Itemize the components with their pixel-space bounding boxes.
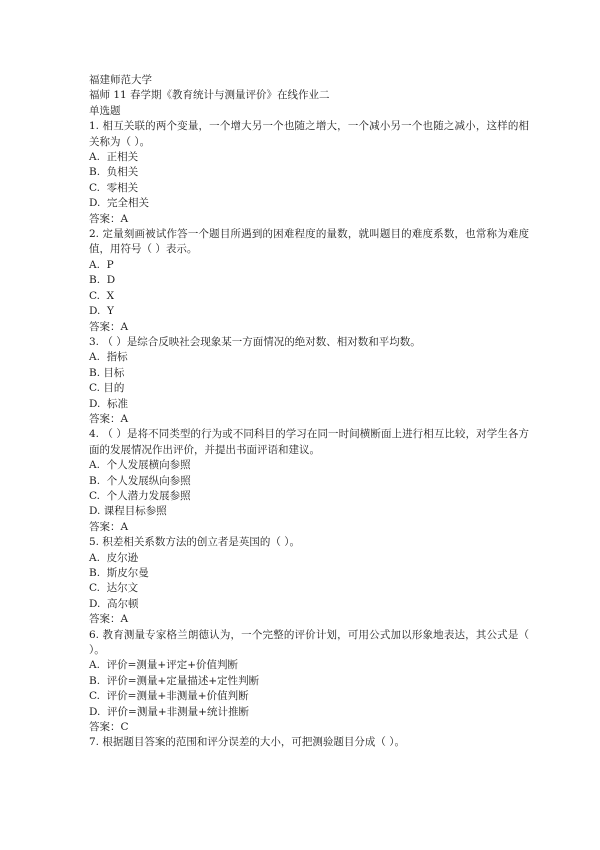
option-c: C. X [89, 289, 115, 302]
answer: 答案：C [89, 721, 129, 734]
question-stem: 6. 教育测量专家格兰朗德认为，一个完整的评价计划，可用公式加以形象地表达，其公式是（ ）。 [89, 628, 533, 657]
option-a: A. 正相关 [89, 151, 139, 164]
option-d: D. 高尔顿 [89, 597, 139, 610]
option-c: C. 目的 [89, 382, 125, 395]
answer: 答案：A [89, 613, 129, 626]
answer: 答案：A [89, 212, 129, 225]
question-stem: 1. 相互关联的两个变量，一个增大另一个也随之增大，一个减小另一个也随之减小，这样的相关称为（ ）。 [89, 120, 529, 148]
option-c: C. 零相关 [89, 181, 139, 194]
option-d: D. 完全相关 [89, 197, 150, 210]
document-page [89, 73, 533, 751]
option-c: C. 评价=测量+非测量+价值判断 [89, 690, 249, 703]
section-heading: 单选题 [89, 104, 121, 117]
question-stem: 2. 定量刻画被试作答一个题目所遇到的困难程度的量数，就叫题目的难度系数，也常称为难度值，用符号（ ）表示。 [89, 228, 529, 256]
option-c: C. 达尔文 [89, 582, 139, 595]
option-d: D. 评价=测量+非测量+统计推断 [89, 705, 249, 718]
option-a: A. 指标 [89, 351, 128, 364]
question-stem: 3. （ ）是综合反映社会现象某一方面情况的绝对数、相对数和平均数。 [89, 335, 421, 348]
answer: 答案：A [89, 520, 129, 533]
option-b: B. 个人发展纵向参照 [89, 474, 191, 487]
answer: 答案：A [89, 412, 129, 425]
question-4 [89, 427, 529, 535]
option-d: D. 课程目标参照 [89, 505, 167, 518]
option-b: B. D [89, 274, 116, 287]
option-c: C. 个人潜力发展参照 [89, 489, 191, 502]
option-a: A. 皮尔逊 [89, 551, 139, 564]
option-a: A. 评价=测量+评定+价值判断 [89, 659, 238, 672]
question-6 [89, 628, 533, 736]
question-stem: 4. （ ）是将不同类型的行为或不同科目的学习在同一时间横断面上进行相互比较，对学生各方面的发展情况作出评价，并提出书面评语和建议。 [89, 428, 529, 456]
university-name: 福建师范大学 [89, 74, 152, 86]
option-b: B. 斯皮尔曼 [89, 567, 149, 579]
option-a: A. 个人发展横向参照 [89, 459, 191, 472]
option-d: D. 标准 [89, 397, 129, 410]
answer: 答案：A [89, 320, 129, 333]
option-d: D. Y [89, 305, 114, 318]
question-5 [89, 535, 529, 627]
question-stem: 5. 积差相关系数方法的创立者是英国的（ ）。 [89, 536, 300, 549]
question-7 [89, 735, 529, 750]
option-b: B. 负相关 [89, 166, 139, 179]
question-3 [89, 335, 529, 427]
assignment-title: 福师 11 春学期《教育统计与测量评价》在线作业二 [89, 89, 330, 102]
option-b: B. 评价=测量+定量描述+定性判断 [89, 674, 260, 687]
option-b: B. 目标 [89, 366, 125, 379]
question-stem: 7. 根据题目答案的范围和评分误差的大小，可把测验题目分成（ ）。 [89, 736, 405, 749]
option-a: A. P [89, 258, 114, 271]
question-1 [89, 119, 529, 227]
question-2 [89, 227, 529, 335]
